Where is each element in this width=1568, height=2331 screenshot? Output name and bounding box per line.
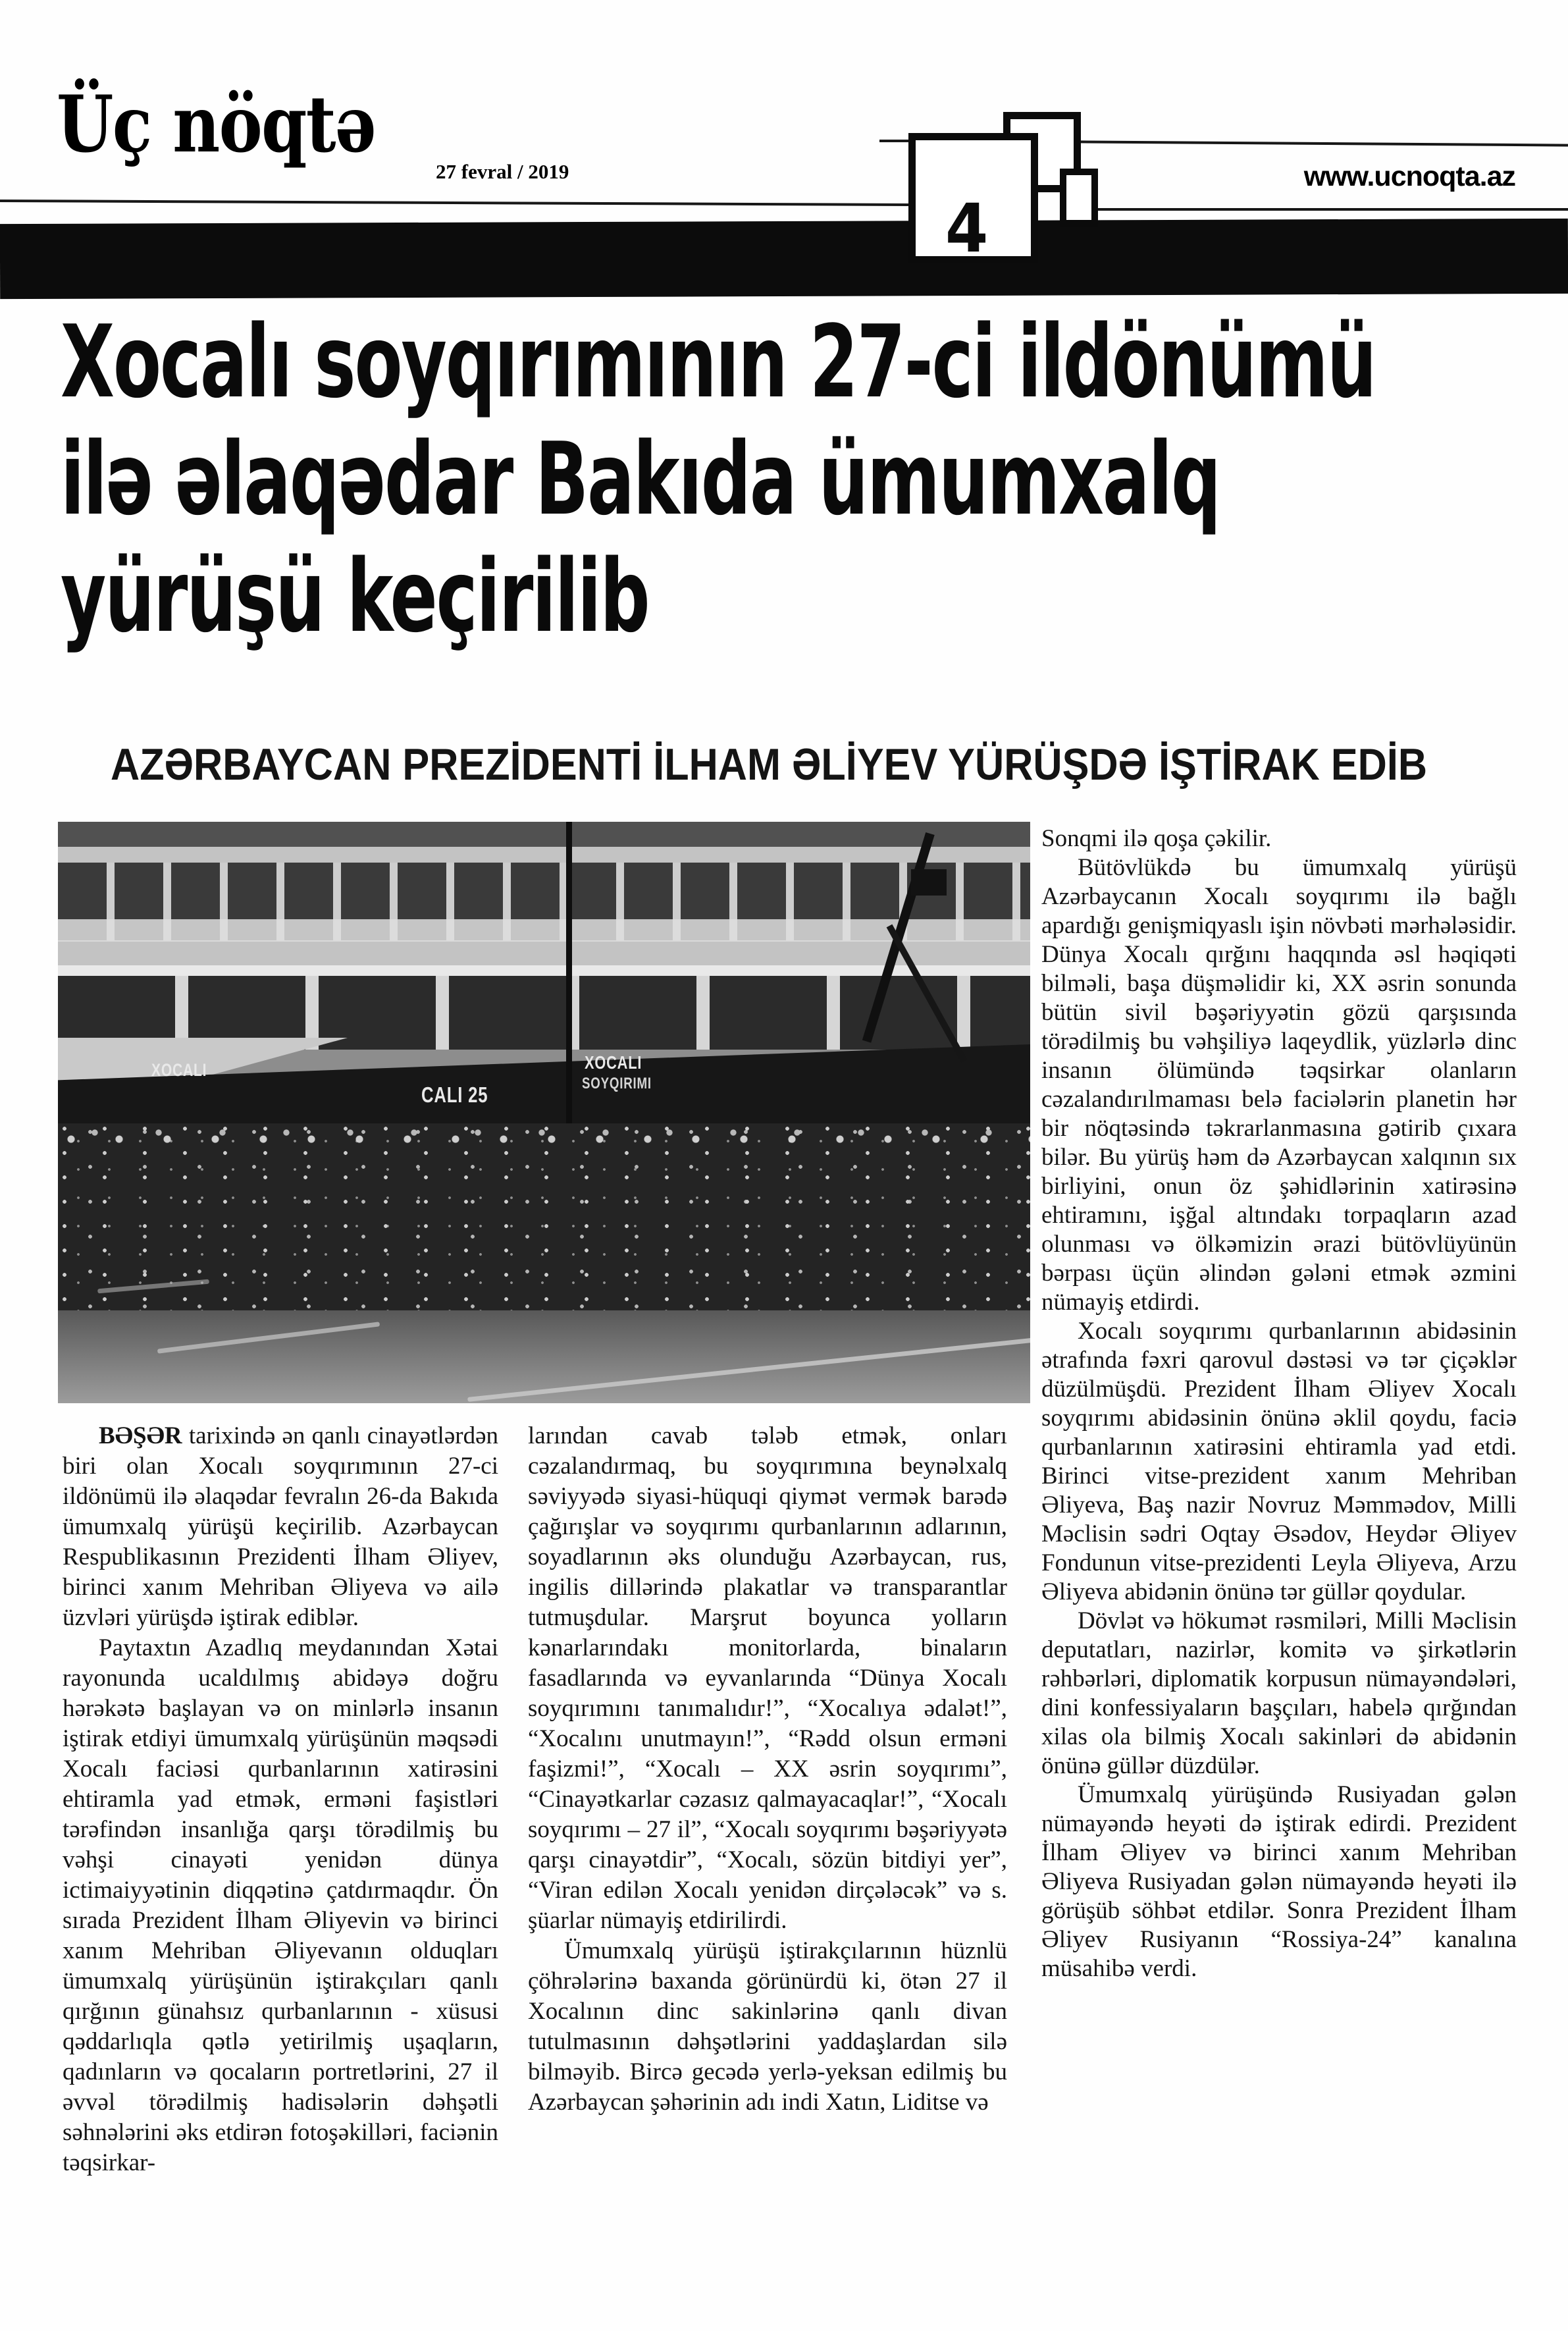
photo-crowd-faces-row (58, 1119, 1030, 1162)
photo-road-marking (467, 1337, 1030, 1402)
article-paragraph: Paytaxtın Azadlıq meydanından Xətai rayonunda ucaldılmış abidəyə doğru hərəkətə başlayan və on minlərlə insanın iştirak etdiyi ümumxalq yürüşünün məqsədi Xocalı faciəsi qurbanlarının xatirəsini ehtiramla yad etmək, erməni faşistləri tərəfindən insanlığa qarşı törədilmiş bu vəhşi cinayəti yenidən dünya ictimaiyyətinin diqqətinə çatdırmaqdır. Ön sırada Prezident İlham Əliyevin və birinci xanım Mehriban Əliyevanın olduqları ümumxalq yürüşünün iştirakçıları qanlı qırğının günahsız qurbanlarının - xüsusi qəddarlıqla qətlə yetirilmiş uşaqların, qadınların və qocaların portretlərini, 27 il əvvəl törədilmiş hadisələrin dəhşətli səhnələrini əks etdirən fotoşəkilləri, faciənin təqsirkar- (63, 1634, 498, 2176)
header-rule-stub (879, 140, 911, 142)
article-paragraph (63, 1421, 498, 1633)
website-url: www.ucnoqta.az (1303, 161, 1515, 192)
article-column-right (1041, 824, 1517, 2171)
photo-crane-cab (911, 869, 947, 896)
article-paragraph: Dövlət və hökumət rəsmiləri, Milli Məclisin deputatları, nazirlər, komitə və şirkətlərin rəhbərləri, diplomatik korpusun nümayəndələri, dini konfessiyaların başçıları, habelə qırğından xilas ola bilmiş Xocalı sakinləri də abidənin önünə güllər düzdülər. (1041, 1607, 1517, 1779)
header-black-bar (0, 219, 1568, 299)
article-paragraph: Xocalı soyqırımı qurbanlarının abidəsinin ətrafında fəxri qarovul dəstəsi və tər çiçəklər düzülmüşdü. Prezident İlham Əliyev Xocalı soyqırımı abidəsinin önünə əklil qoydu, faciə qurbanlarının xatirəsini ehtiramla yad etdi. Birinci vitse-prezident xanım Mehriban Əliyeva, Baş nazir Novruz Məmmədov, Milli Məclisin sədri Oqtay Əsədov, Heydər Əliyev Fondunun vitse-prezidenti Leyla Əliyeva, Arzu Əliyeva abidənin önünə tər güllər qoydular. (1041, 1318, 1517, 1605)
photo-banner-text-left: XOCALI (151, 1060, 207, 1080)
paragraph-text: tarixində ən qanlı cinayətlərdən biri olan Xocalı soyqırımının 27-ci ildönümü ilə əlaqədar fevralın 26-da Bakıda ümumxalq yürüşü keçirilib. Azərbaycan Respublikasının Prezidenti İlham Əliyev, birinci xanım Mehriban Əliyeva və ailə üzvləri yürüşdə iştirak ediblər. (63, 1422, 498, 1631)
page-number: 4 (945, 190, 989, 268)
header-rule-left (0, 200, 908, 206)
photo-banner-text-right-line1: XOCALI (585, 1052, 642, 1073)
photo-banner-text-center: CALI 25 (421, 1083, 488, 1107)
article-column-middle (528, 1421, 1007, 2221)
article-column-left (63, 1421, 498, 2221)
march-photo (58, 822, 1030, 1403)
header-rule-right-top (1080, 140, 1568, 146)
photo-banner-text-right-line2: SOYQIRIMI (582, 1075, 652, 1092)
masthead-date: 27 fevral / 2019 (436, 160, 569, 183)
photo-window-curtain-band (58, 919, 1030, 942)
photo-sky-band (58, 822, 1030, 847)
article-paragraph: Bütövlükdə bu ümumxalq yürüşü Azərbaycanın Xocalı soyqırımı ilə bağlı apardığı genişmiqyaslı işin növbəti mərhələsidir. Dünya Xocalı qırğını haqqında əsl həqiqəti bilməli, başa düşməlidir ki, XX əsrin sonunda bütün sivil bəşəriyyətin gözü qarşısında törədilmiş bu vəhşiliyə laqeydlik, yüzlərlə dinc insanın ölümündə təqsirkar olanların cəzalandırılmaması belə faciələrin planetin hər bir nöqtəsində təkrarlanmasına gətirib çıxara bilər. Bu yürüş həm də Azərbaycan xalqının sıx birliyini, onun öz şəhidlərinin xatirəsinə ehtiramını, işğal altındakı torpaqların azad olunması və ölkəmizin ərazi bütövlüyünün bərpası üçün əlindən gələni etmək əzmini nümayiş etdirdi. (1041, 854, 1517, 1316)
headline-line-3: yürüşü keçirilib (61, 538, 649, 655)
paragraph-lead: BƏŞƏR (99, 1422, 182, 1449)
headline-line-1: Xocalı soyqırımının 27-ci ildönümü (61, 304, 1376, 420)
page-number-graphic-box-small (1060, 169, 1098, 227)
article-paragraph: Ümumxalq yürüşündə Rusiyadan gələn nümayəndə heyəti də iştirak edirdi. Prezident İlham Əliyev və birinci xanım Mehriban Əliyeva Rusiyadan gələn nümayəndə heyəti ilə görüşüb söhbət etdilər. Sonra Prezident İlham Əliyev Rusiyanın “Rossiya-24” kanalına müsahibə verdi. (1041, 1781, 1517, 1982)
photo-road (58, 1310, 1030, 1403)
article-paragraph: Ümumxalq yürüşü iştirakçılarının hüznlü çöhrələrinə baxanda görünürdü ki, ötən 27 il Xocalının dinc sakinlərinə qanlı divan tutulmasının dəhşətlərini yaddaşlardan silə bilməyib. Bircə gecədə yerlə-yeksan edilmiş bu Azərbaycan şəhərinin adı indi Xatın, Liditse və (528, 1937, 1007, 2116)
article-paragraph: Sonqmi ilə qoşa çəkilir. (1041, 825, 1272, 852)
photo-road-marking (157, 1322, 380, 1353)
header-rule-right-bottom (1097, 208, 1568, 211)
article-paragraph: larından cavab tələb etmək, onları cəzalandırmaq, bu soyqırımına beynəlxalq səviyyədə siyasi-hüquqi qiymət vermək barədə çağırışlar və soyqırımı qurbanlarının adlarının, soyadlarının əks olunduğu Azərbaycan, rus, ingilis dillərində plakatlar və transparantlar tutmuşdular. Marşrut boyunca yolların kənarlarındakı monitorlarda, binaların fasadlarında və eyvanlarında “Dünya Xocalı soyqırımını tanımalıdır!”, “Xocalıya ədalət!”, “Xocalını unutmayın!”, “Rədd olsun erməni faşizmi!”, “Xocalı – XX əsrin soyqırımı”, “Cinayətkarlar cəzasız qalmayacaqlar!”, “Xocalı soyqırımı – 27 il”, “Xocalı soyqırımı bəşəriyyətə qarşı cinayətdir”, “Xocalı, sözün bitdiyi yer”, “Viran edilən Xocalı yenidən dirçələcək” və s. şüarlar nümayiş etdirilirdi. (528, 1422, 1007, 1934)
subheadline: AZƏRBAYCAN PREZİDENTİ İLHAM ƏLİYEV YÜRÜŞDƏ İŞTİRAK EDİB (111, 739, 1428, 790)
masthead-title: Üç nöqtə (57, 78, 376, 170)
headline-line-2: ilə əlaqədar Bakıda ümumxalq (61, 421, 1220, 537)
